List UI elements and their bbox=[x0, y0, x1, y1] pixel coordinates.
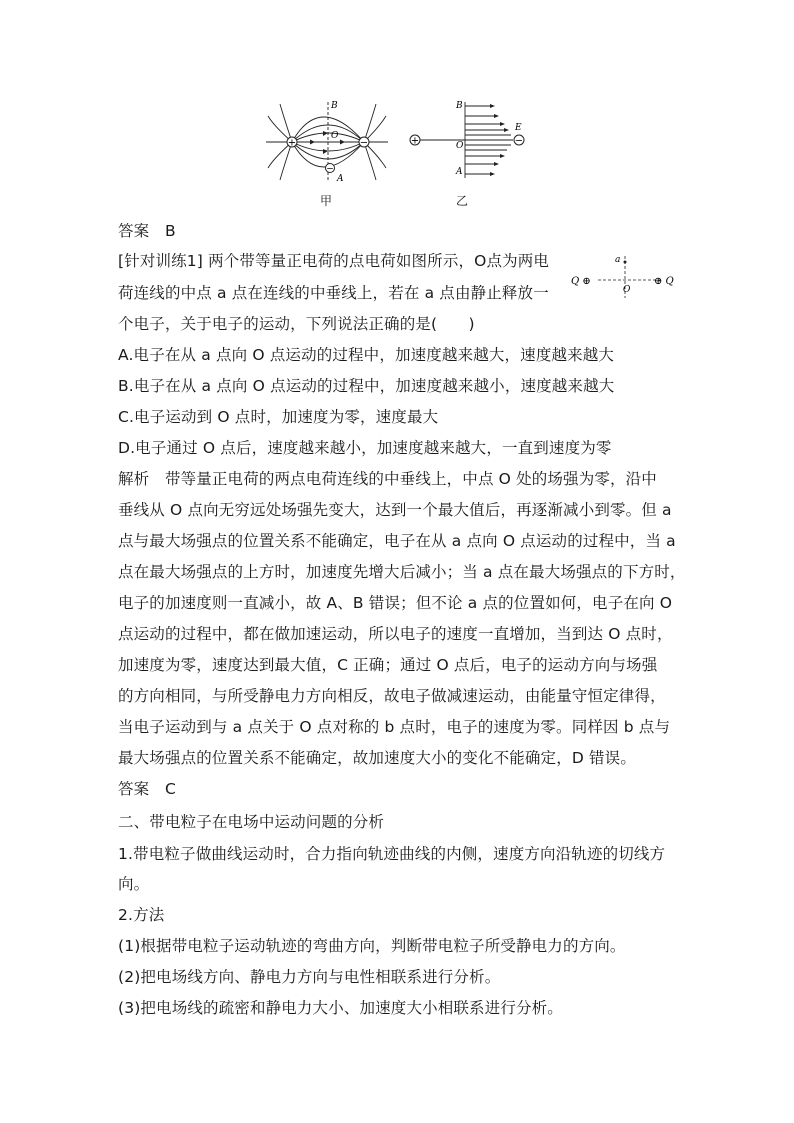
svg-text:a: a bbox=[615, 255, 621, 265]
svg-text:E: E bbox=[515, 123, 522, 133]
answer-1: 答案 B bbox=[118, 222, 176, 240]
question-line-1: [针对训练1] 两个带等量正电荷的点电荷如图所示，O点为两电 bbox=[118, 252, 550, 270]
answer-2: 答案 C bbox=[118, 780, 176, 798]
section-paragraph-2: 2.方法 bbox=[118, 906, 165, 924]
question-line-2: 荷连线的中点 a 点在连线的中垂线上，若在 a 点由静止释放一 bbox=[118, 284, 549, 302]
section-paragraph-1-cont: 向。 bbox=[118, 875, 150, 893]
analysis-line: 最大场强点的位置关系不能确定，故加速度大小的变化不能确定，D 错误。 bbox=[118, 749, 636, 767]
two-charges-figure bbox=[570, 250, 680, 300]
svg-text:B: B bbox=[456, 101, 463, 111]
field-figure bbox=[405, 96, 530, 186]
method-item-2: (2)把电场线方向、静电力方向与电性相联系进行分析。 bbox=[118, 968, 501, 986]
section-paragraph-1: 1.带电粒子做曲线运动时，合力指向轨迹曲线的内侧，速度方向沿轨迹的切线方 bbox=[118, 845, 666, 863]
analysis-line: 解析 带等量正电荷的两点电荷连线的中垂线上，中点 O 处的场强为零，沿中 bbox=[118, 470, 657, 488]
option-a: A.电子在从 a 点向 O 点运动的过程中，加速度越来越大，速度越来越大 bbox=[118, 346, 615, 364]
analysis-line: 点与最大场强点的位置关系不能确定，电子在从 a 点向 O 点运动的过程中，当 a bbox=[118, 532, 676, 550]
svg-text:−: − bbox=[326, 164, 334, 175]
section-heading: 二、带电粒子在电场中运动问题的分析 bbox=[118, 813, 385, 831]
svg-text:⊕ Q: ⊕ Q bbox=[654, 276, 674, 287]
analysis-line: 当电子运动到与 a 点关于 O 点对称的 b 点时，电子的速度为零。同样因 b 点与 bbox=[118, 718, 671, 736]
figure-label-jia: 甲 bbox=[320, 194, 333, 208]
analysis-line: 垂线从 O 点向无穷远处场强先变大，达到一个最大值后，再逐渐减小到零。但 a bbox=[118, 501, 672, 519]
analysis-line: 点运动的过程中，都在做加速运动，所以电子的速度一直增加，当到达 O 点时， bbox=[118, 625, 673, 643]
svg-text:+: + bbox=[287, 137, 297, 149]
svg-text:+: + bbox=[410, 135, 420, 147]
analysis-line: 电子的加速度则一直减小，故 A、B 错误；但不论 a 点的位置如何，电子在向 O bbox=[118, 594, 673, 612]
label-B: B bbox=[331, 101, 338, 111]
svg-text:−: − bbox=[359, 137, 369, 149]
svg-text:Q ⊕: Q ⊕ bbox=[571, 276, 591, 287]
label-A: A bbox=[337, 174, 344, 184]
analysis-line: 加速度为零，速度达到最大值，C 正确；通过 O 点后，电子的运动方向与场强 bbox=[118, 656, 658, 674]
option-b: B.电子在从 a 点向 O 点运动的过程中，加速度越来越小，速度越来越大 bbox=[118, 377, 615, 395]
svg-text:O: O bbox=[456, 141, 464, 151]
svg-text:−: − bbox=[514, 135, 524, 147]
analysis-line: 的方向相同，与所受静电力方向相反，故电子做减速运动，由能量守恒定律得， bbox=[118, 687, 666, 705]
analysis-line: 点在最大场强点的上方时，加速度先增大后减小；当 a 点在最大场强点的下方时， bbox=[118, 563, 686, 581]
svg-text:A: A bbox=[456, 167, 463, 177]
label-O: O bbox=[331, 131, 339, 141]
method-item-1: (1)根据带电粒子运动轨迹的弯曲方向，判断带电粒子所受静电力的方向。 bbox=[118, 937, 626, 955]
question-line-3: 个电子，关于电子的运动，下列说法正确的是( ) bbox=[118, 315, 475, 333]
option-d: D.电子通过 O 点后，速度越来越小，加速度越来越大，一直到速度为零 bbox=[118, 439, 612, 457]
svg-text:O: O bbox=[623, 285, 631, 295]
option-c: C.电子运动到 O 点时，加速度为零，速度最大 bbox=[118, 408, 439, 426]
figure-label-yi: 乙 bbox=[456, 194, 469, 208]
method-item-3: (3)把电场线的疏密和静电力大小、加速度大小相联系进行分析。 bbox=[118, 999, 563, 1017]
dipole-field-figure bbox=[260, 96, 390, 186]
